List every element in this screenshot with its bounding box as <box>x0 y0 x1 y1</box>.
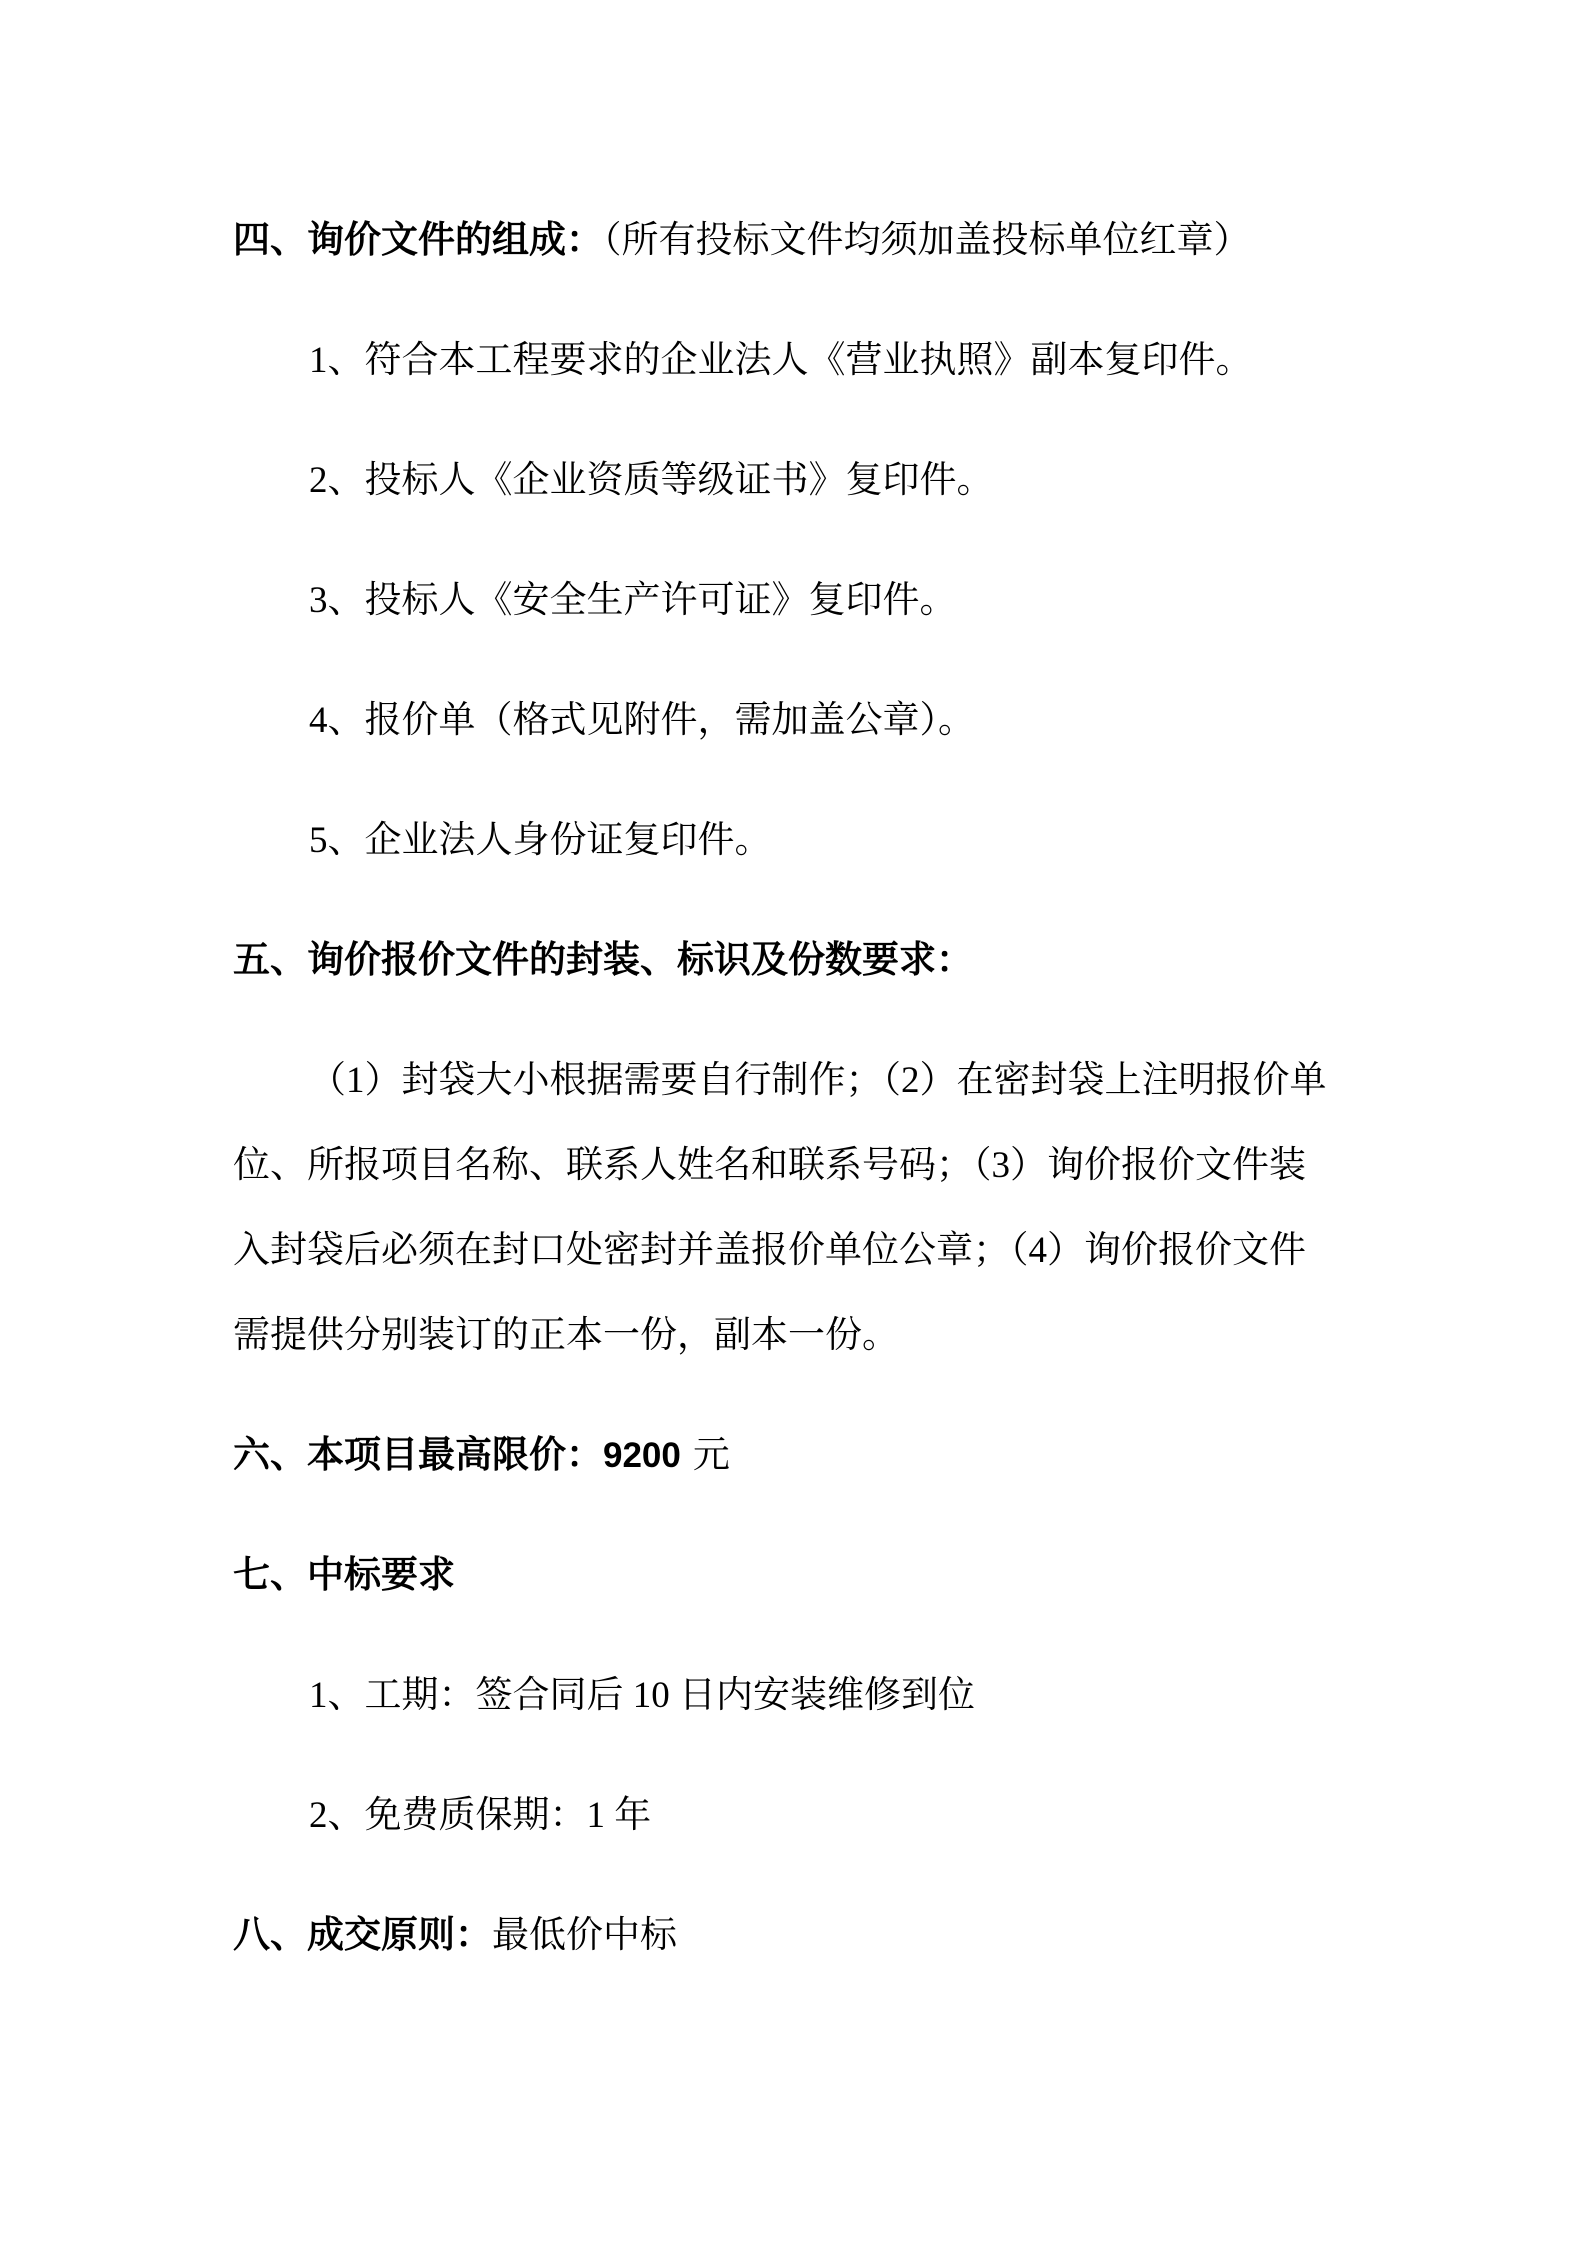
section-4-item-5: 5、企业法人身份证复印件。 <box>309 820 772 861</box>
section-6-heading <box>233 1413 1362 1498</box>
section-5-paragraph-line-1: （1）封袋大小根据需要自行制作；（2）在密封袋上注明报价单 <box>309 1060 1327 1101</box>
section-6-price-value: 9200 <box>603 1436 681 1475</box>
section-4-item-1: 1、符合本工程要求的企业法人《营业执照》副本复印件。 <box>309 340 1253 381</box>
section-4-item-3: 3、投标人《安全生产许可证》复印件。 <box>309 580 957 621</box>
section-8-heading-title: 八、成交原则： <box>233 1915 492 1956</box>
section-5-paragraph-line-2: 位、所报项目名称、联系人姓名和联系号码；（3）询价报价文件装 <box>233 1145 1306 1186</box>
section-4-heading-title: 四、询价文件的组成： <box>233 220 603 261</box>
section-5-paragraph-line-4: 需提供分别装订的正本一份，副本一份。 <box>233 1315 899 1356</box>
section-4-item-4: 4、报价单（格式见附件，需加盖公章）。 <box>309 700 975 741</box>
section-6-price-unit: 元 <box>692 1435 730 1476</box>
section-4-heading-note: （所有投标文件均须加盖投标单位红章） <box>603 220 1251 261</box>
section-6-heading-title: 六、本项目最高限价： <box>233 1435 603 1476</box>
section-4-item-2: 2、投标人《企业资质等级证书》复印件。 <box>309 460 994 501</box>
section-8-heading <box>233 1893 1362 1978</box>
section-5-paragraph <box>233 1038 1362 1378</box>
section-7-item-1: 1、工期：签合同后 10 日内安装维修到位 <box>309 1675 975 1716</box>
section-7-item-2: 2、免费质保期：1 年 <box>309 1795 652 1836</box>
section-4-heading <box>233 198 1362 283</box>
section-8-heading-value: 最低价中标 <box>492 1915 677 1956</box>
section-5-heading: 五、询价报价文件的封装、标识及份数要求： <box>233 940 973 981</box>
section-7-heading: 七、中标要求 <box>233 1555 455 1596</box>
section-5-paragraph-line-3: 入封袋后必须在封口处密封并盖报价单位公章；（4）询价报价文件 <box>233 1230 1306 1271</box>
